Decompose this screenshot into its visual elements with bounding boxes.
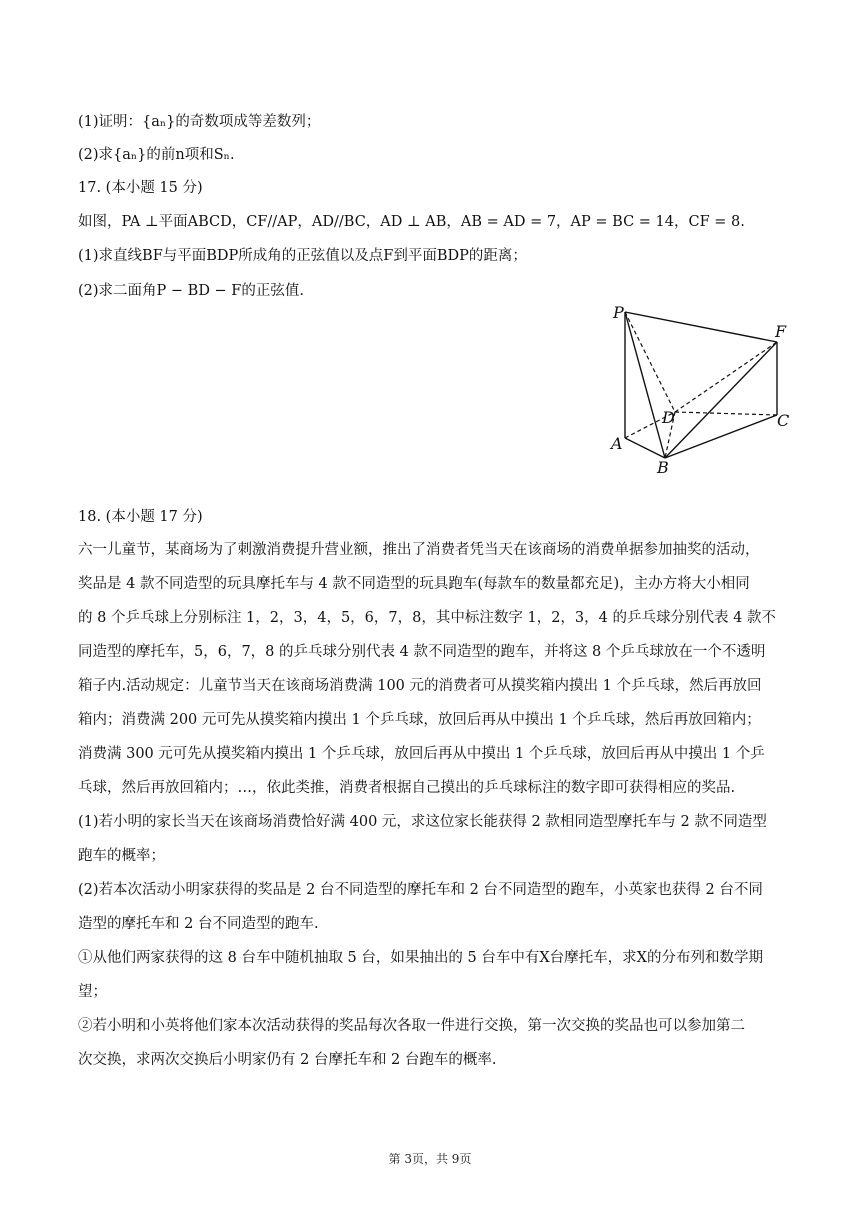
- q18-line: 造型的摩托车和 2 台不同造型的跑车.: [78, 916, 319, 932]
- label-d: D: [662, 408, 675, 427]
- q17-stem: 如图，PA ⊥平面ABCD，CF//AP，AD//BC，AD ⊥ AB，AB = AD = 7，AP = BC = 14，CF = 8.: [78, 214, 745, 230]
- edge-dc: [675, 412, 777, 415]
- q18-line: 奖品是 4 款不同造型的玩具摩托车与 4 款不同造型的玩具跑车(每款车的数量都充足)，主办方将大小相同: [78, 576, 750, 592]
- q18-line: 望；: [78, 984, 107, 1000]
- geometry-figure: [605, 300, 795, 475]
- q18-line: 六一儿童节，某商场为了刺激消费提升营业额，推出了消费者凭当天在该商场的消费单据参加抽奖的活动，: [78, 542, 760, 558]
- label-f: F: [775, 322, 787, 341]
- q18-header: 18. (本小题 17 分): [78, 509, 203, 525]
- edge-bc: [665, 415, 777, 458]
- label-c: C: [777, 411, 790, 430]
- q18-line: 同造型的摩托车，5，6，7，8 的乒乓球分别代表 4 款不同造型的跑车，并将这 8 个乒乓球放在一个不透明: [78, 644, 766, 660]
- q18-line: 跑车的概率；: [78, 848, 165, 864]
- q18-line: 次交换，求两次交换后小明家仍有 2 台摩托车和 2 台跑车的概率.: [78, 1052, 497, 1068]
- q16-part2: (2)求{aₙ}的前n项和Sₙ.: [78, 147, 235, 163]
- q18-line: 消费满 300 元可先从摸奖箱内摸出 1 个乒乓球，放回后再从中摸出 1 个乒乓球，放回后再从中摸出 1 个乒: [78, 746, 765, 762]
- q18-line: 箱子内.活动规定：儿童节当天在该商场消费满 100 元的消费者可从摸奖箱内摸出 1 个乒乓球，然后再放回: [78, 678, 762, 694]
- q18-line: (2)若本次活动小明家获得的奖品是 2 台不同造型的摩托车和 2 台不同造型的跑车，小英家也获得 2 台不同: [78, 882, 763, 898]
- q17-part2: (2)求二面角P − BD − F的正弦值.: [78, 283, 304, 299]
- edge-ab: [625, 438, 665, 458]
- label-p: P: [613, 303, 624, 322]
- q18-line: 箱内；消费满 200 元可先从摸奖箱内摸出 1 个乒乓球，放回后再从中摸出 1 个乒乓球，然后再放回箱内；: [78, 712, 761, 728]
- label-a: A: [611, 434, 623, 453]
- q18-line: ①从他们两家获得的这 8 台车中随机抽取 5 台，如果抽出的 5 台车中有X台摩托车，求X的分布列和数学期: [78, 950, 763, 966]
- edge-pb: [625, 312, 665, 458]
- q18-line: ②若小明和小英将他们家本次活动获得的奖品每次各取一件进行交换，第一次交换的奖品也可以参加第二: [78, 1018, 745, 1034]
- q17-header: 17. (本小题 15 分): [78, 180, 203, 196]
- q18-line: 乓球，然后再放回箱内；…，依此类推，消费者根据自己摸出的乒乓球标注的数字即可获得相应的奖品.: [78, 780, 736, 796]
- q18-line: 的 8 个乒乓球上分别标注 1，2，3，4，5，6，7，8，其中标注数字 1，2，3，4 的乒乓球分别代表 4 款不: [78, 610, 776, 626]
- edge-df: [675, 342, 777, 412]
- edge-pd: [625, 312, 675, 412]
- q18-line: (1)若小明的家长当天在该商场消费恰好满 400 元，求这位家长能获得 2 款相同造型摩托车与 2 款不同造型: [78, 814, 767, 830]
- edge-pf: [625, 312, 777, 342]
- label-b: B: [657, 458, 669, 475]
- page-footer: 第 3页，共 9页: [388, 1152, 472, 1166]
- edge-bf: [665, 342, 777, 458]
- q17-part1: (1)求直线BF与平面BDP所成角的正弦值以及点F到平面BDP的距离；: [78, 248, 527, 264]
- q16-part1: (1)证明：{aₙ}的奇数项成等差数列；: [78, 114, 321, 130]
